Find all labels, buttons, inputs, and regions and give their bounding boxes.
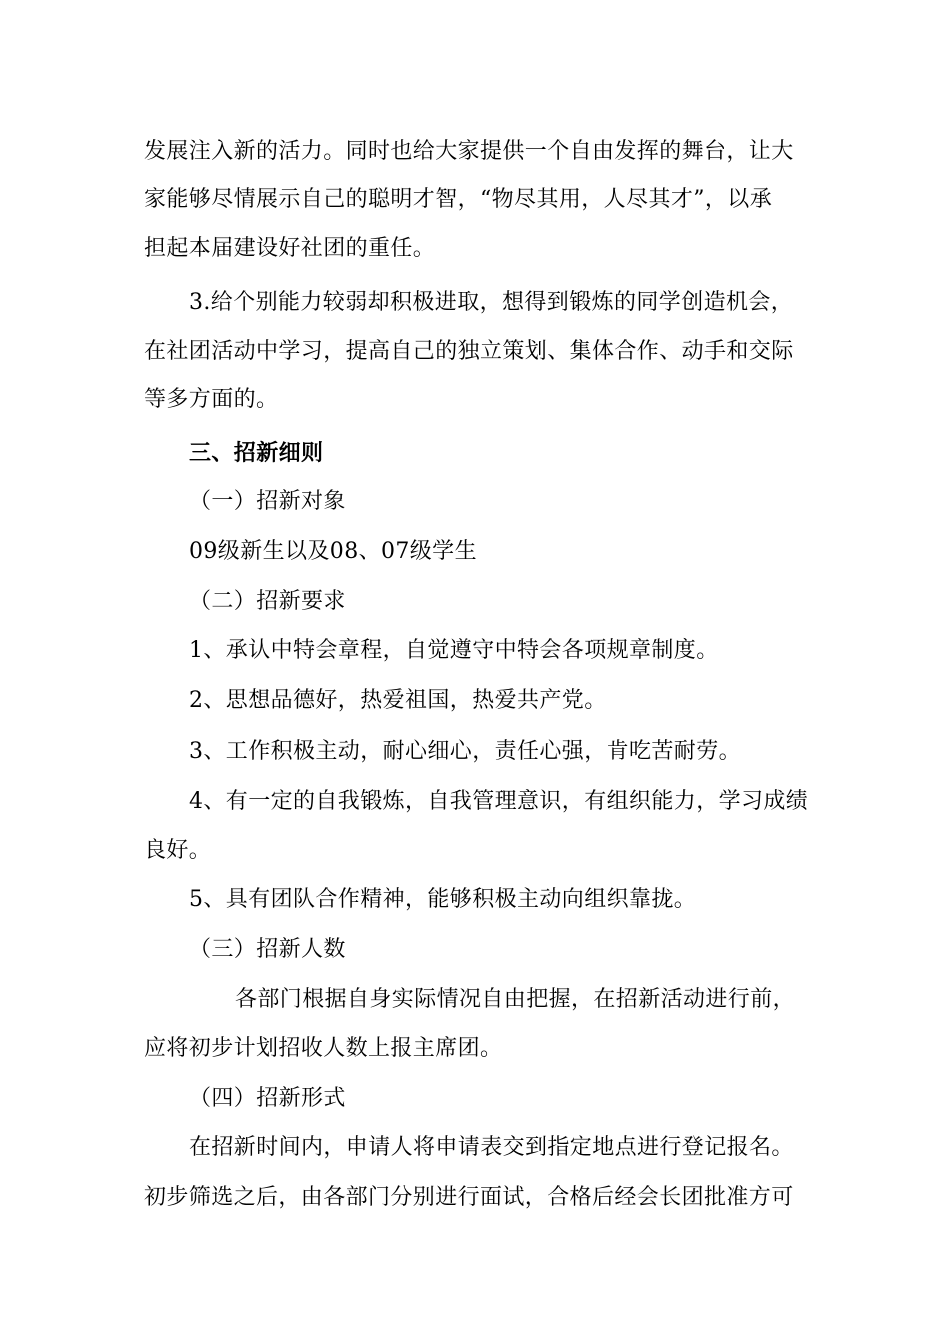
list-item: 3、工作积极主动，耐心细心，责任心强，肯吃苦耐劳。 (189, 739, 741, 764)
list-item: 4、有一定的自我锻炼，自我管理意识，有组织能力，学习成绩 (189, 789, 809, 814)
list-item: 1、承认中特会章程，自觉遵守中特会各项规章制度。 (189, 638, 719, 663)
paragraph-line: 应将初步计划招收人数上报主席团。 (144, 1036, 503, 1061)
paragraph-line: 发展注入新的活力。同时也给大家提供一个自由发挥的舞台，让大 (144, 139, 794, 164)
subsection-text: 09级新生以及08、07级学生 (189, 539, 477, 564)
paragraph-line: 各部门根据自身实际情况自由把握，在招新活动进行前， (235, 987, 796, 1012)
subsection-heading: （一）招新对象 (189, 489, 346, 514)
subsection-heading: （四）招新形式 (189, 1086, 346, 1111)
subsection-heading: （三）招新人数 (189, 937, 346, 962)
list-item-continuation: 良好。 (144, 838, 212, 863)
subsection-heading: （二）招新要求 (189, 589, 346, 614)
section-heading: 三、招新细则 (189, 440, 324, 466)
paragraph-line: 家能够尽情展示自己的聪明才智，“物尽其用，人尽其才”，以承 (144, 187, 773, 212)
paragraph-line: 3.给个别能力较弱却积极进取，想得到锻炼的同学创造机会， (189, 290, 794, 315)
paragraph-line: 在社团活动中学习，提高自己的独立策划、集体合作、动手和交际 (144, 339, 794, 364)
list-item: 5、具有团队合作精神，能够积极主动向组织靠拢。 (189, 887, 697, 912)
paragraph-line: 担起本届建设好社团的重任。 (144, 236, 436, 261)
paragraph-line: 初步筛选之后，由各部门分别进行面试，合格后经会长团批准方可 (144, 1185, 794, 1210)
paragraph-line: 等多方面的。 (144, 387, 279, 412)
paragraph-line: 在招新时间内，申请人将申请表交到指定地点进行登记报名。 (189, 1135, 794, 1160)
list-item: 2、思想品德好，热爱祖国，热爱共产党。 (189, 688, 607, 713)
